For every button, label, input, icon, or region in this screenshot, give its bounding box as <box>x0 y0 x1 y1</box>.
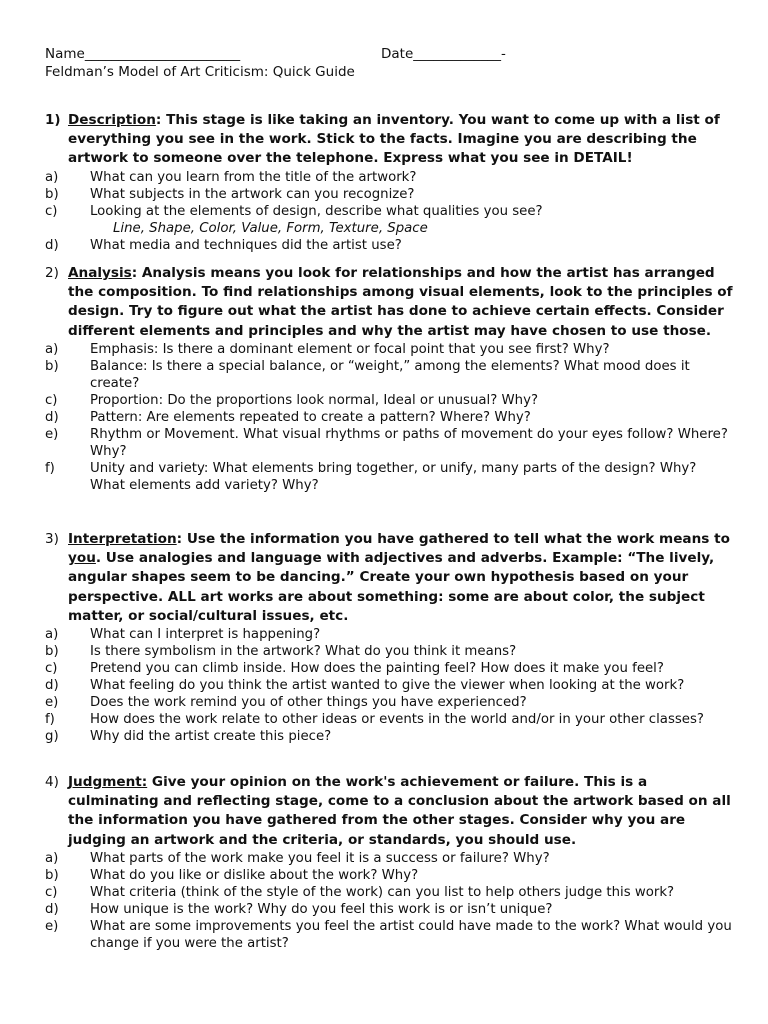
list-item <box>45 918 735 952</box>
item-letter: b) <box>45 358 59 374</box>
item-text: Rhythm or Movement. What visual rhythms or paths of movement do your eyes follow? Where? Why? <box>90 426 728 459</box>
item-letter: f) <box>45 712 55 728</box>
section-heading: Description <box>68 112 156 128</box>
section-description <box>45 111 735 254</box>
list-item <box>45 341 735 358</box>
list-item <box>45 694 735 711</box>
item-letter: e) <box>45 695 59 711</box>
item-letter: b) <box>45 644 59 660</box>
item-letter: f) <box>45 460 55 476</box>
list-item <box>45 867 735 884</box>
heading-colon: : <box>131 265 138 281</box>
item-letter: c) <box>45 392 58 408</box>
section-text: . Use analogies and language with adjectives and adverbs. Example: “The lively, angular shapes seem to be dancing.” Create your own hypothesis based on your perspective. ALL art works are about something: some are about color, the subject matter, or social/cultural issues, etc. <box>68 550 715 624</box>
item-text: What are some improvements you feel the artist could have made to the work? What would you change if you were the artist? <box>90 918 732 951</box>
item-letter: b) <box>45 867 59 883</box>
question-list <box>45 850 735 952</box>
emphasis-you: you <box>68 550 96 567</box>
list-item <box>45 426 735 460</box>
date-field-label: Date_____________- <box>381 46 506 62</box>
list-item <box>45 850 735 867</box>
question-list <box>45 626 735 745</box>
item-text: What parts of the work make you feel it is a success or failure? Why? <box>90 850 550 866</box>
item-letter: d) <box>45 678 59 694</box>
section-text: Give your opinion on the work's achievement or failure. This is a culminating and reflecting stage, come to a conclusion about the artwork based on all the information you have gathered from the other stages. Consider why you are judging an artwork and the criteria, or standards, you should use. <box>68 774 731 848</box>
item-letter: b) <box>45 186 59 202</box>
item-letter: c) <box>45 203 58 219</box>
section-intro <box>68 264 735 341</box>
section-intro <box>68 111 735 169</box>
item-text: Pretend you can climb inside. How does the painting feel? How does it make you feel? <box>90 661 664 677</box>
item-text: What subjects in the artwork can you recognize? <box>90 186 415 202</box>
item-letter: a) <box>45 850 59 866</box>
list-item <box>45 392 735 409</box>
item-text: How unique is the work? Why do you feel this work is or isn’t unique? <box>90 901 553 917</box>
item-text: Balance: Is there a special balance, or “weight,” among the elements? What mood does it create? <box>90 358 690 391</box>
item-text: Pattern: Are elements repeated to create a pattern? Where? Why? <box>90 409 531 425</box>
section-number: 4) <box>45 774 59 790</box>
section-number: 2) <box>45 265 59 281</box>
item-letter: d) <box>45 409 59 425</box>
list-item <box>45 660 735 677</box>
item-text: What do you like or dislike about the work? Why? <box>90 867 419 883</box>
section-heading: Interpretation <box>68 531 177 547</box>
design-elements-line: Line, Shape, Color, Value, Form, Texture, Space <box>113 220 428 236</box>
item-text: How does the work relate to other ideas or events in the world and/or in your other classes? <box>90 712 704 728</box>
section-number: 3) <box>45 531 59 547</box>
section-intro <box>68 530 735 626</box>
item-text: What can I interpret is happening? <box>90 627 321 643</box>
item-letter: e) <box>45 426 59 442</box>
item-text: Proportion: Do the proportions look normal, Ideal or unusual? Why? <box>90 392 539 408</box>
question-list <box>45 341 735 494</box>
item-letter: d) <box>45 901 59 917</box>
item-text: What feeling do you think the artist wanted to give the viewer when looking at the work? <box>90 678 685 694</box>
list-item <box>45 884 735 901</box>
list-item <box>45 409 735 426</box>
page-title: Feldman’s Model of Art Criticism: Quick Guide <box>45 64 355 80</box>
item-text: What criteria (think of the style of the work) can you list to help others judge this work? <box>90 884 675 900</box>
item-letter: a) <box>45 169 59 185</box>
list-item <box>45 169 735 186</box>
section-text: Analysis means you look for relationships and how the artist has arranged the composition. To find relationships among visual elements, look to the principles of design. Try to figure out what the artist has done to achieve certain effects. Consider different elements and principles and why the artist may have chosen to use those. <box>68 265 733 339</box>
item-letter: c) <box>45 661 58 677</box>
section-number: 1) <box>45 112 61 128</box>
question-list <box>45 237 735 254</box>
item-text: Why did the artist create this piece? <box>90 729 332 745</box>
item-letter: e) <box>45 918 59 934</box>
heading-colon: : <box>176 531 183 547</box>
list-item <box>45 711 735 728</box>
item-letter: c) <box>45 884 58 900</box>
list-item <box>45 728 735 745</box>
item-letter: d) <box>45 237 59 253</box>
item-text: Does the work remind you of other things you have experienced? <box>90 695 527 711</box>
item-letter: g) <box>45 729 59 745</box>
section-heading: Judgment: <box>68 774 148 790</box>
section-text: This stage is like taking an inventory. You want to come up with a list of everything you see in the work. Stick to the facts. Imagine you are describing the artwork to someone over the telephone. Express what you see in DETAIL! <box>68 112 720 167</box>
section-text: Use the information you have gathered to tell what the work means to <box>182 531 730 547</box>
name-field-label: Name_______________________ <box>45 46 241 62</box>
list-item <box>45 677 735 694</box>
item-text: What can you learn from the title of the artwork? <box>90 169 417 185</box>
section-analysis <box>45 264 735 494</box>
list-item <box>45 626 735 643</box>
item-text: Unity and variety: What elements bring together, or unify, many parts of the design? Why? What elements add variety? Why? <box>90 460 697 493</box>
list-item <box>45 186 735 203</box>
section-intro <box>68 773 735 850</box>
section-interpretation <box>45 530 735 745</box>
item-text: Emphasis: Is there a dominant element or focal point that you see first? Why? <box>90 341 610 357</box>
list-item <box>45 203 735 220</box>
list-item <box>45 358 735 392</box>
item-text: Looking at the elements of design, describe what qualities you see? <box>90 203 543 219</box>
list-item <box>45 643 735 660</box>
item-text: What media and techniques did the artist use? <box>90 237 402 253</box>
item-text: Is there symbolism in the artwork? What do you think it means? <box>90 644 517 660</box>
list-item <box>45 460 735 494</box>
item-letter: a) <box>45 627 59 643</box>
heading-colon: : <box>155 112 162 128</box>
section-judgment <box>45 773 735 952</box>
list-item <box>45 237 735 254</box>
section-heading: Analysis <box>68 265 132 281</box>
item-letter: a) <box>45 341 59 357</box>
list-item <box>45 901 735 918</box>
question-list <box>45 169 735 220</box>
